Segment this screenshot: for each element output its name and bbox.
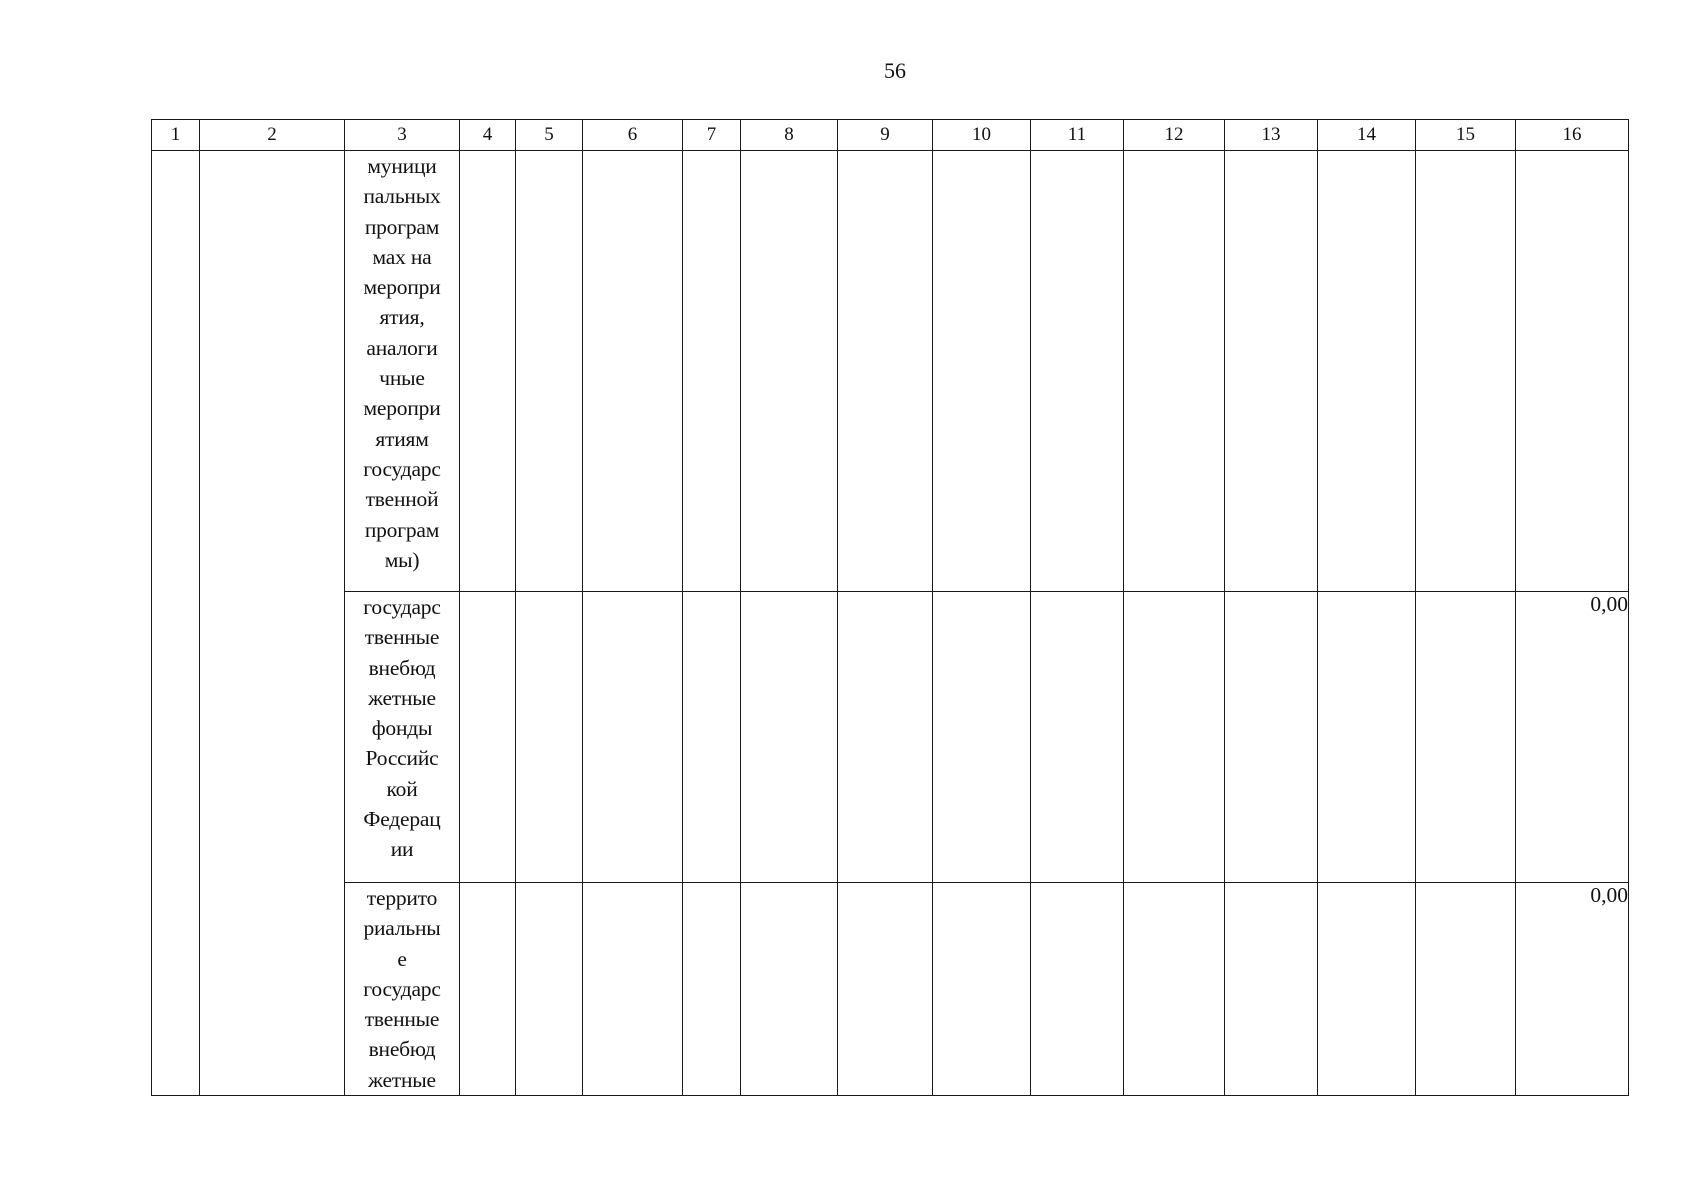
total-value-cell: 0,00: [1516, 883, 1629, 1096]
table-cell: [1124, 883, 1225, 1096]
table-cell: [1124, 151, 1225, 592]
column-header-5: 5: [516, 120, 583, 151]
col-1-merged-cell: [152, 151, 200, 1096]
table-row: [152, 883, 1629, 1096]
table-cell: [683, 883, 741, 1096]
table-cell: [933, 883, 1031, 1096]
table-cell: [1225, 151, 1318, 592]
column-header-4: 4: [460, 120, 516, 151]
page-number: 56: [884, 58, 906, 83]
table-cell: [741, 592, 838, 883]
column-header-16: 16: [1516, 120, 1629, 151]
table-cell: [838, 592, 933, 883]
column-header-13: 13: [1225, 120, 1318, 151]
column-header-9: 9: [838, 120, 933, 151]
table-cell: [683, 592, 741, 883]
table-cell: [933, 151, 1031, 592]
table-cell: [1031, 592, 1124, 883]
table-cell: [1225, 592, 1318, 883]
column-header-12: 12: [1124, 120, 1225, 151]
table-cell: [1124, 592, 1225, 883]
total-value-cell: 0,00: [1516, 592, 1629, 883]
table-cell: [838, 151, 933, 592]
funding-source-cell: государс твенные внебюд жетные фонды Российс кой Федерац ии: [345, 592, 460, 883]
table-row: [152, 151, 1629, 592]
col-2-merged-cell: [200, 151, 345, 1096]
table-cell: [1416, 592, 1516, 883]
table-cell: [583, 151, 683, 592]
table-cell: [516, 592, 583, 883]
table-cell: [838, 883, 933, 1096]
table-cell: [583, 592, 683, 883]
table-cell: [1318, 883, 1416, 1096]
table-cell: [933, 592, 1031, 883]
table-cell: [1031, 151, 1124, 592]
table-cell: [516, 151, 583, 592]
column-header-7: 7: [683, 120, 741, 151]
column-header-2: 2: [200, 120, 345, 151]
table-cell: [1225, 883, 1318, 1096]
funding-source-cell: муници пальных програм мах на меропри ятия, аналоги чные меропри ятиям государс твенной програм мы): [345, 151, 460, 592]
column-header-6: 6: [583, 120, 683, 151]
column-header-14: 14: [1318, 120, 1416, 151]
table-cell: [516, 883, 583, 1096]
table-cell: [1318, 592, 1416, 883]
table-cell: [1416, 151, 1516, 592]
total-value-cell: [1516, 151, 1629, 592]
column-header-15: 15: [1416, 120, 1516, 151]
table-row: [152, 592, 1629, 883]
table-cell: [741, 883, 838, 1096]
column-header-11: 11: [1031, 120, 1124, 151]
column-header-8: 8: [741, 120, 838, 151]
column-header-3: 3: [345, 120, 460, 151]
table-cell: [460, 592, 516, 883]
table-cell: [741, 151, 838, 592]
table-cell: [683, 151, 741, 592]
funding-source-cell: террито риальны е государс твенные внебюд жетные: [345, 883, 460, 1096]
budget-table: [151, 119, 1629, 1096]
table-cell: [583, 883, 683, 1096]
table-cell: [460, 151, 516, 592]
table-cell: [1031, 883, 1124, 1096]
column-header-10: 10: [933, 120, 1031, 151]
header-row: [152, 120, 1629, 151]
table-cell: [1416, 883, 1516, 1096]
table-cell: [1318, 151, 1416, 592]
table-cell: [460, 883, 516, 1096]
column-header-1: 1: [152, 120, 200, 151]
